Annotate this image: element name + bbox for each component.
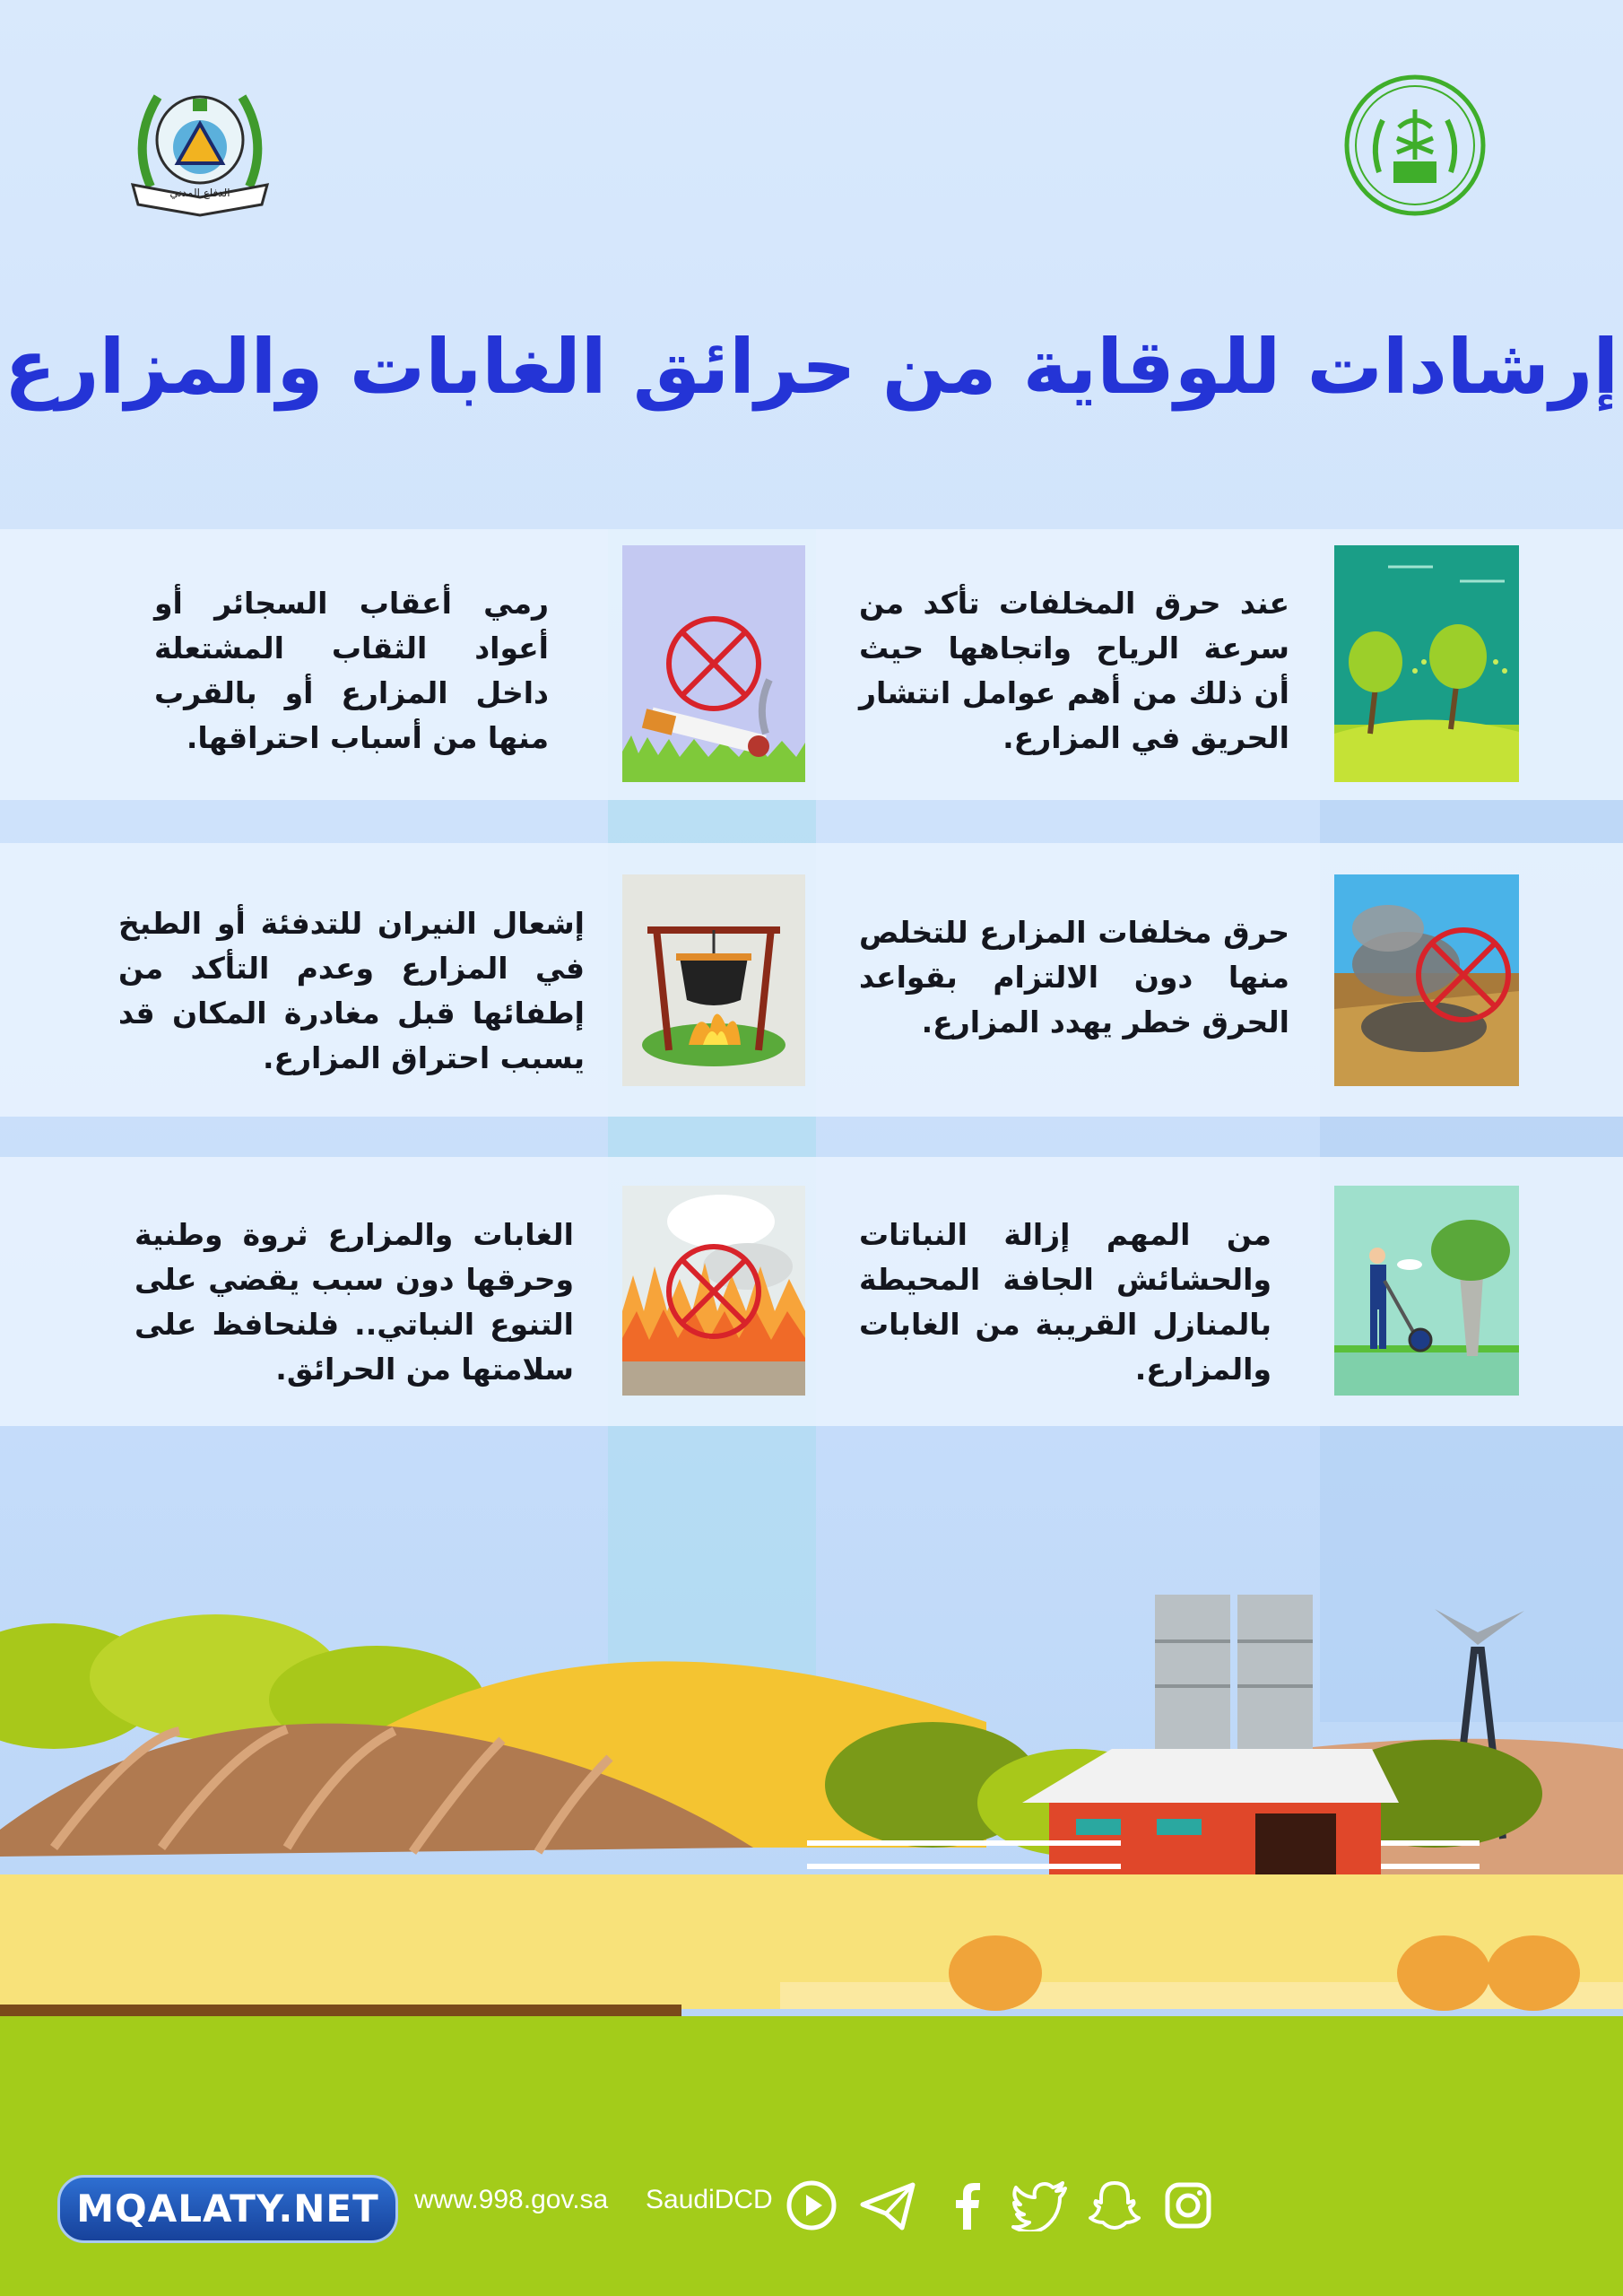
cigarette-prohibited-icon xyxy=(622,545,805,782)
farmer-mowing-icon xyxy=(1334,1186,1519,1396)
telegram-icon[interactable] xyxy=(859,2179,911,2231)
tip-text: رمي أعقاب السجائر أو أعواد الثقاب المشتعلة داخل المزارع أو بالقرب منها من أسباب احتراقها. xyxy=(154,586,549,755)
facebook-icon[interactable] xyxy=(942,2179,994,2231)
grass-fire-prohibited-icon xyxy=(622,1186,805,1396)
page-title: إرشادات للوقاية من حرائق الغابات والمزارع xyxy=(4,323,1619,411)
snapchat-icon[interactable] xyxy=(1089,2179,1141,2231)
windy-trees-icon xyxy=(1334,545,1519,782)
website-link[interactable]: www.998.gov.sa xyxy=(414,2185,609,2214)
civil-defense-label: الدفاع المدني xyxy=(169,187,230,199)
farm-landscape-illustration xyxy=(0,1578,1623,2027)
tip-text: الغابات والمزارع ثروة وطنية وحرقها دون سبب يقضي على التنوع النباتي.. فلنحافظ على سلامتها من الحرائق. xyxy=(135,1217,574,1387)
tip-text: حرق مخلفات المزارع للتخلص منها دون الالتزام بقواعد الحرق خطر يهدد المزارع. xyxy=(859,915,1289,1039)
tip-text: إشعال النيران للتدفئة أو الطبخ في المزارع وعدم التأكد من إطفائها قبل مغادرة المكان قد يسبب احتراق المزارع. xyxy=(118,906,585,1075)
brand-logo[interactable]: MQALATY.NET xyxy=(57,2175,398,2243)
footer-bar xyxy=(0,2016,1623,2296)
youtube-icon[interactable] xyxy=(785,2179,838,2231)
social-handle: SaudiDCD xyxy=(646,2185,773,2214)
civil-defense-emblem-icon xyxy=(115,70,285,222)
tip-text: عند حرق المخلفات تأكد من سرعة الرياح واتجاهها حيث أن ذلك من أهم عوامل انتشار الحريق في المزارع. xyxy=(859,586,1289,755)
saudi-emblem-icon xyxy=(1343,74,1487,217)
campfire-cooking-pot-icon xyxy=(622,874,805,1086)
burning-waste-prohibited-icon xyxy=(1334,874,1519,1086)
twitter-icon[interactable] xyxy=(1011,2179,1063,2231)
tip-text: من المهم إزالة النباتات والحشائش الجافة المحيطة بالمنازل القريبة من الغابات والمزارع. xyxy=(859,1217,1271,1387)
instagram-icon[interactable] xyxy=(1162,2179,1214,2231)
